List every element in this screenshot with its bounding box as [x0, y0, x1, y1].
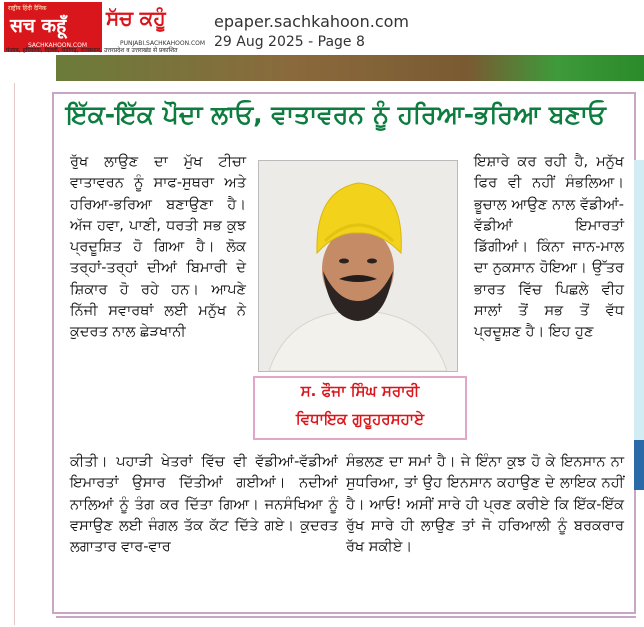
- hindi-site: SACHKAHOON.COM: [28, 42, 87, 49]
- next-article-edge: [56, 616, 636, 627]
- article-column-right-bottom: ਸੰਭਲਣ ਦਾ ਸਮਾਂ ਹੈ। ਜੇ ਇੰਨਾ ਕੁਝ ਹੋ ਕੇ ਇਨਸਾਨ ਨਾ ਸੁਧਰਿਆ, ਤਾਂ ਉਹ ਇਨਸਾਨ ਕਹਾਉਣ ਦੇ ਲਾਇਕ ਨਹੀਂ ਹੈ। ਆਓ! ਅਸੀਂ ਸਾਰੇ ਹੀ ਪ੍ਰਣ ਕਰੀਏ ਕਿ ਇੱਕ-ਇੱਕ ਰੁੱਖ ਸਾਰੇ ਹੀ ਲਾਉਣ ਤਾਂ ਜੋ ਹਰਿਆਲੀ ਨੂੰ ਬਰਕਰਾਰ ਰੱਖ ਸਕੀਏ।: [346, 454, 624, 556]
- article-column-left: ਰੁੱਖ ਲਾਉਣ ਦਾ ਮੁੱਖ ਟੀਚਾ ਵਾਤਾਵਰਨ ਨੂੰ ਸਾਫ-ਸੁਥਰਾ ਅਤੇ ਹਰਿਆ-ਭਰਿਆ ਬਣਾਉਣਾ ਹੈ। ਅੱਜ ਹਵਾ, ਪਾਣੀ, ਧਰਤੀ ਸਭ ਕੁਝ ਪ੍ਰਦੂਸ਼ਿਤ ਹੋ ਗਿਆ ਹੈ। ਲੋਕ ਤਰ੍ਹਾਂ-ਤਰ੍ਹਾਂ ਦੀਆਂ ਬਿਮਾਰੀ ਦੇ ਸ਼ਿਕਾਰ ਹੋ ਰਹੇ ਹਨ। ਆਪਣੇ ਨਿੱਜੀ ਸਵਾਰਥਾਂ ਲਈ ਮਨੁੱਖ ਨੇ ਕੁਦਰਤ ਨਾਲ ਛੇੜਖਾਨੀ: [70, 154, 246, 341]
- punjabi-site: PUNJABI.SACHKAHOON.COM: [120, 40, 206, 47]
- left-page-edge: [0, 83, 15, 625]
- punjabi-logo[interactable]: [104, 2, 206, 52]
- adjacent-article-edge-blue: [634, 440, 644, 490]
- previous-article-strip: [56, 55, 644, 81]
- hindi-logo-text: सच कहूँ: [10, 15, 67, 37]
- punjabi-logo-text: ਸੱਚ ਕਹੂੰ: [106, 6, 166, 30]
- masthead: [0, 0, 644, 55]
- states-line: पंजाब, हरियाणा, दिल्ली, चंडीगढ़, राजस्थान, उत्तरप्रदेश व उत्तराखंड से प्रकाशित: [6, 47, 178, 54]
- author-photo: [258, 160, 458, 372]
- article-column-right: ਇਸ਼ਾਰੇ ਕਰ ਰਹੀ ਹੈ, ਮਨੁੱਖ ਫਿਰ ਵੀ ਨਹੀਂ ਸੰਭਲਿਆ। ਭੂਚਾਲ ਆਉਣ ਨਾਲ ਵੱਡੀਆਂ-ਵੱਡੀਆਂ ਇਮਾਰਤਾਂ ਡਿੱਗੀਆਂ। ਕਿੰਨਾ ਜਾਨ-ਮਾਲ ਦਾ ਨੁਕਸਾਨ ਹੋਇਆ। ਉੱਤਰ ਭਾਰਤ ਵਿੱਚ ਪਿਛਲੇ ਵੀਹ ਸਾਲਾਂ ਤੋਂ ਸਭ ਤੋਂ ਵੱਧ ਪ੍ਰਦੂਸ਼ਣ ਹੈ। ਇਹ ਹੁਣ: [474, 154, 624, 341]
- epaper-url[interactable]: epaper.sachkahoon.com: [214, 12, 409, 31]
- article-column-left-bottom: ਕੀਤੀ। ਪਹਾੜੀ ਖੇਤਰਾਂ ਵਿੱਚ ਵੀ ਵੱਡੀਆਂ-ਵੱਡੀਆਂ ਇਮਾਰਤਾਂ ਉਸਾਰ ਦਿੱਤੀਆਂ ਗਈਆਂ। ਨਦੀਆਂ ਨਾਲਿਆਂ ਨੂੰ ਤੰਗ ਕਰ ਦਿੱਤਾ ਗਿਆ। ਜਨਸੰਖਿਆ ਨੂੰ ਵਸਾਉਣ ਲਈ ਜੰਗਲ ਤੱਕ ਕੱਟ ਦਿੱਤੇ ਗਏ। ਕੁਦਰਤ ਲਗਾਤਾਰ ਵਾਰ-ਵਾਰ: [70, 454, 338, 556]
- hindi-logo[interactable]: [4, 2, 102, 52]
- caption-name: ਸ. ਫੌਜਾ ਸਿੰਘ ਸਰਾਰੀ: [300, 382, 420, 400]
- caption-designation: ਵਿਧਾਇਕ ਗੁਰੂਹਰਸਹਾਏ: [295, 410, 425, 428]
- epaper-date-page: 29 Aug 2025 - Page 8: [214, 34, 365, 50]
- article-headline: ਇੱਕ-ਇੱਕ ਪੌਦਾ ਲਾਓ, ਵਾਤਾਵਰਨ ਨੂੰ ਹਰਿਆ-ਭਰਿਆ ਬਣਾਓ: [66, 100, 606, 129]
- hindi-tagline: राष्ट्रीय हिंदी दैनिक: [8, 5, 47, 12]
- adjacent-article-edge: [634, 160, 644, 440]
- photo-caption: [253, 376, 467, 440]
